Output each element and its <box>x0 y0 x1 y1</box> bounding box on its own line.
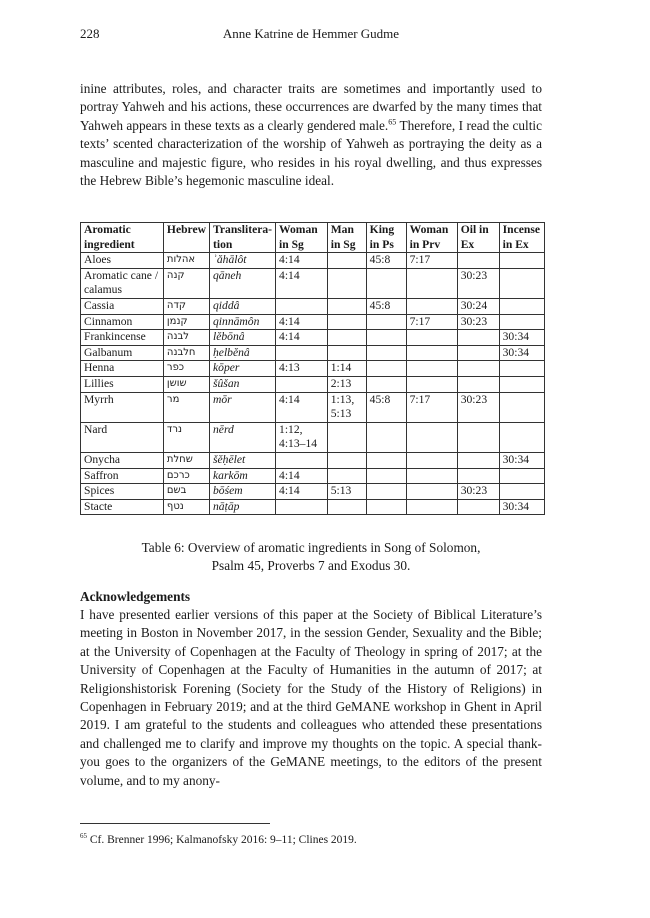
table-cell <box>366 314 406 330</box>
table-cell <box>406 468 457 484</box>
table-cell <box>327 298 366 314</box>
table-row <box>81 392 545 422</box>
table-cell <box>457 345 499 361</box>
table-cell <box>499 314 544 330</box>
table-cell: 4:14 <box>276 330 328 346</box>
table-cell: Aromatic cane / calamus <box>81 268 164 298</box>
table-cell <box>327 499 366 515</box>
table-cell <box>406 330 457 346</box>
table-cell <box>406 499 457 515</box>
table-cell: qinnāmôn <box>210 314 276 330</box>
table-cell <box>327 468 366 484</box>
table-cell: 45:8 <box>366 253 406 269</box>
table-cell: Henna <box>81 361 164 377</box>
table-row <box>81 422 545 452</box>
table-cell: נטף <box>163 499 209 515</box>
table-cell <box>366 422 406 452</box>
table-cell: Cinnamon <box>81 314 164 330</box>
table-row <box>81 330 545 346</box>
table-row <box>81 253 545 269</box>
table-cell <box>276 345 328 361</box>
table-cell: קדה <box>163 298 209 314</box>
table-cell: קנה <box>163 268 209 298</box>
table-cell: kōper <box>210 361 276 377</box>
table-cell: אהלות <box>163 253 209 269</box>
table-cell: 30:23 <box>457 484 499 500</box>
table-cell: 7:17 <box>406 314 457 330</box>
table-cell <box>366 330 406 346</box>
table-cell <box>366 484 406 500</box>
table-cell <box>366 499 406 515</box>
table-cell <box>327 330 366 346</box>
table-cell <box>327 268 366 298</box>
table-cell <box>499 376 544 392</box>
table-cell: 30:23 <box>457 268 499 298</box>
table-cell: 45:8 <box>366 392 406 422</box>
table-header-cell: Woman in Prv <box>406 223 457 253</box>
table-cell: 2:13 <box>327 376 366 392</box>
table-cell <box>366 361 406 377</box>
table-cell: מר <box>163 392 209 422</box>
table-cell: נרד <box>163 422 209 452</box>
table-row <box>81 376 545 392</box>
table-cell: שחלת <box>163 452 209 468</box>
table-cell <box>499 484 544 500</box>
table-cell <box>499 361 544 377</box>
table-row <box>81 484 545 500</box>
table-cell: 1:14 <box>327 361 366 377</box>
footnote-number: 65 <box>80 832 87 841</box>
table-cell <box>457 468 499 484</box>
body-paragraph <box>80 80 542 190</box>
table-row <box>81 345 545 361</box>
table-cell: כפר <box>163 361 209 377</box>
paragraph-text-continued: Therefore, I read the cultic texts’ scented characterization of the worship of Yahweh as portraying the deity as a masculine and majestic figure, who resides in his royal dwelling, and thus expresses the Hebrew Bible’s hegemonic masculine ideal. <box>80 117 542 189</box>
footnote-ref: 65 <box>388 117 397 127</box>
footnote <box>80 834 357 846</box>
table-header-cell: King in Ps <box>366 223 406 253</box>
table-cell <box>406 484 457 500</box>
table-cell: bōśem <box>210 484 276 500</box>
table-cell: 30:23 <box>457 392 499 422</box>
table-cell: Onycha <box>81 452 164 468</box>
table-caption <box>80 539 542 576</box>
table-cell <box>406 361 457 377</box>
table-cell: 4:13 <box>276 361 328 377</box>
table-cell: 7:17 <box>406 253 457 269</box>
table-cell: karkōm <box>210 468 276 484</box>
table-cell <box>366 376 406 392</box>
table-cell <box>276 499 328 515</box>
table-cell: Galbanum <box>81 345 164 361</box>
table-cell <box>366 268 406 298</box>
table-cell: Nard <box>81 422 164 452</box>
table-cell: שושן <box>163 376 209 392</box>
table-cell <box>366 468 406 484</box>
table-header-cell: Oil in Ex <box>457 223 499 253</box>
table-cell: 4:14 <box>276 468 328 484</box>
table-cell: Aloes <box>81 253 164 269</box>
table-cell: 30:34 <box>499 452 544 468</box>
table-cell: 1:13, 5:13 <box>327 392 366 422</box>
table-header-row <box>81 223 545 253</box>
table-header-cell: Hebrew <box>163 223 209 253</box>
table-cell: qiddâ <box>210 298 276 314</box>
table-cell: Frankincense <box>81 330 164 346</box>
table-cell: šĕḥēlet <box>210 452 276 468</box>
table-cell: 4:14 <box>276 484 328 500</box>
table-cell: 4:14 <box>276 253 328 269</box>
table-header-cell: Incense in Ex <box>499 223 544 253</box>
table-cell <box>276 376 328 392</box>
table-cell <box>457 361 499 377</box>
table-cell: 45:8 <box>366 298 406 314</box>
table-cell: Cassia <box>81 298 164 314</box>
table-row <box>81 361 545 377</box>
table-cell: 30:24 <box>457 298 499 314</box>
table-cell <box>406 376 457 392</box>
table-row <box>81 268 545 298</box>
table-cell: קנמן <box>163 314 209 330</box>
table-cell: nērd <box>210 422 276 452</box>
footnote-divider <box>80 823 270 824</box>
table-cell: mōr <box>210 392 276 422</box>
table-cell: כרכם <box>163 468 209 484</box>
table-cell: Stacte <box>81 499 164 515</box>
table-cell <box>327 314 366 330</box>
table-header-cell: Translitera-tion <box>210 223 276 253</box>
table-cell <box>457 422 499 452</box>
table-cell <box>366 452 406 468</box>
table-cell: 30:23 <box>457 314 499 330</box>
table-cell <box>499 298 544 314</box>
table-cell <box>406 298 457 314</box>
table-cell: Spices <box>81 484 164 500</box>
table-cell: 30:34 <box>499 345 544 361</box>
table-header-cell: Woman in Sg <box>276 223 328 253</box>
table-row <box>81 499 545 515</box>
table-cell: 4:14 <box>276 392 328 422</box>
table-cell <box>457 376 499 392</box>
footnote-text: Cf. Brenner 1996; Kalmanofsky 2016: 9–11; Clines 2019. <box>87 834 357 846</box>
table-cell: 1:12, 4:13–14 <box>276 422 328 452</box>
table-cell <box>499 253 544 269</box>
table-cell <box>276 452 328 468</box>
table-cell: šûšan <box>210 376 276 392</box>
table-cell <box>499 422 544 452</box>
table-cell <box>499 268 544 298</box>
table-cell <box>406 345 457 361</box>
table-cell: 4:14 <box>276 268 328 298</box>
table-cell <box>406 452 457 468</box>
table-cell: ʾăhālôt <box>210 253 276 269</box>
table-cell: Saffron <box>81 468 164 484</box>
table-cell: לבנה <box>163 330 209 346</box>
table-cell <box>457 499 499 515</box>
acknowledgements-paragraph: I have presented earlier versions of this paper at the Society of Biblical Literature’s meeting in Boston in November 2017, in the session Gender, Sexuality and the Bible; at the University of Copenhagen at the Faculty of Theology in spring of 2017; at the University of Copenhagen at the Faculty of Humanities in the autumn of 2017; at Religionshistorisk Forening (Society for the Study of the History of Religions) in Copenhagen in February 2019; and at the third GeMANE workshop in Ghent in April 2019. I am grateful to the students and colleagues who attended these presentations and challenged me to clarify and improve my thoughts on the topic. A special thank-you goes to the organizers of the GeMANE meetings, to the editors of the present volume, and to my anony- <box>80 607 542 788</box>
table-row <box>81 452 545 468</box>
table-cell: 4:14 <box>276 314 328 330</box>
table-cell: nāṭāp <box>210 499 276 515</box>
table-cell <box>457 330 499 346</box>
running-title: Anne Katrine de Hemmer Gudme <box>222 26 400 41</box>
table-cell <box>499 468 544 484</box>
table-cell <box>327 253 366 269</box>
table-row <box>81 298 545 314</box>
table-cell: Lillies <box>81 376 164 392</box>
page-number: 228 <box>80 26 100 41</box>
table-cell <box>327 422 366 452</box>
table-cell <box>457 452 499 468</box>
table-row <box>81 314 545 330</box>
table-cell: 30:34 <box>499 330 544 346</box>
table-cell <box>366 345 406 361</box>
table-row <box>81 468 545 484</box>
table-cell: qāneh <box>210 268 276 298</box>
table-cell: 30:34 <box>499 499 544 515</box>
table-cell: lĕbōnâ <box>210 330 276 346</box>
table-cell: 7:17 <box>406 392 457 422</box>
section-heading: Acknowledgements <box>80 589 191 604</box>
table-cell: 5:13 <box>327 484 366 500</box>
table-cell <box>327 345 366 361</box>
ingredients-table <box>80 222 545 515</box>
table-cell: בשם <box>163 484 209 500</box>
table-cell <box>276 298 328 314</box>
table-header-cell: Aromatic ingredient <box>81 223 164 253</box>
table-cell <box>499 392 544 422</box>
table-cell: Myrrh <box>81 392 164 422</box>
caption-line: Table 6: Overview of aromatic ingredients in Song of Solomon, <box>141 540 481 555</box>
paragraph-text: inine attributes, roles, and character traits are sometimes and importantly used to portray Yahweh and his actions, these occurrences are dwarfed by the many times that Yahweh appears in these texts as a clearly gendered male. <box>80 81 542 133</box>
table-cell: חלבנה <box>163 345 209 361</box>
table-header-cell: Man in Sg <box>327 223 366 253</box>
table-cell <box>457 253 499 269</box>
table-cell <box>406 422 457 452</box>
table-cell <box>327 452 366 468</box>
table-cell: ḥelbĕnâ <box>210 345 276 361</box>
caption-line: Psalm 45, Proverbs 7 and Exodus 30. <box>211 558 411 574</box>
table-cell <box>406 268 457 298</box>
